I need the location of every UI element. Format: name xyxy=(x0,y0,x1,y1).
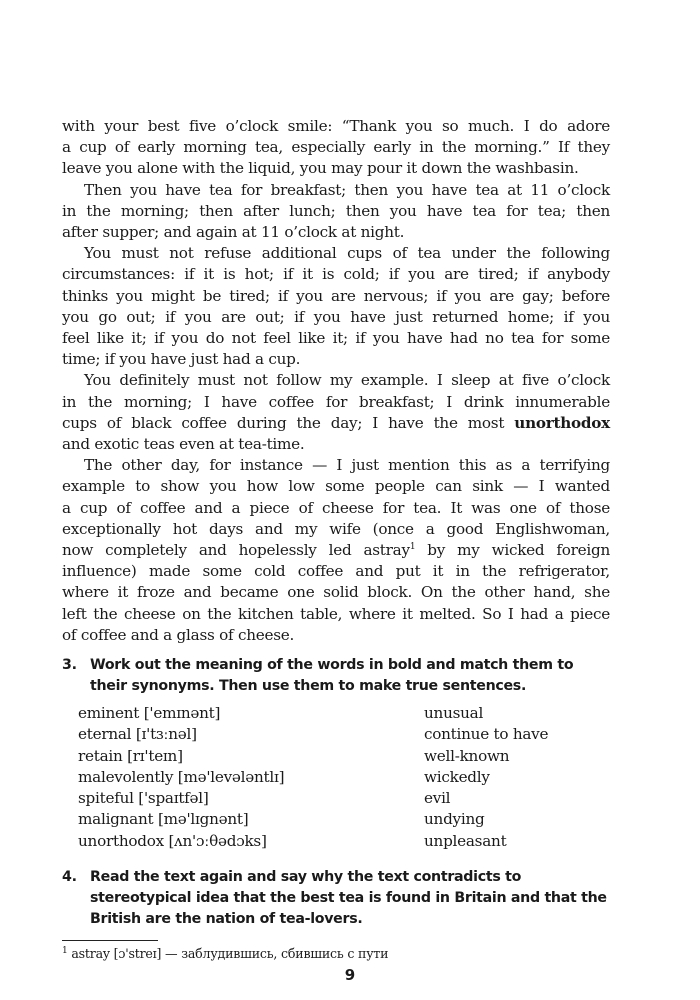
text-line: of coffee and a glass of cheese. xyxy=(62,625,295,644)
vocab-word: malignant [mə'lɪgnənt] xyxy=(78,810,249,829)
footnote-reference: 1 xyxy=(409,542,416,552)
paragraph xyxy=(62,180,610,244)
vocabulary-table xyxy=(78,703,618,852)
text-line: feel like it; if you do not feel like it; if you have had no tea for some xyxy=(62,329,610,348)
text-line: time; if you have just had a cup. xyxy=(62,350,301,369)
text-line: circumstances: if it is hot; if it is cold; if you are tired; if anybody xyxy=(62,265,610,284)
vocab-row xyxy=(78,767,618,788)
paragraph xyxy=(62,455,610,646)
vocab-word: spiteful ['spaɪtfəl] xyxy=(78,789,209,808)
vocab-synonym: unpleasant xyxy=(424,831,507,850)
text-line: The other day, for instance — I just mention this as a terrifying xyxy=(84,456,610,475)
vocab-synonym: unusual xyxy=(424,704,484,722)
text-line: cups of black coffee during the day; I have the most unorthodox xyxy=(62,413,610,432)
text-line: you go out; if you are out; if you have just returned home; if you xyxy=(62,307,610,326)
vocab-word: unorthodox [ʌn'ɔːθədɔks] xyxy=(78,831,267,850)
text-line: a cup of coffee and a piece of cheese for tea. It was one of those xyxy=(62,498,610,517)
footnote-text: astray [ɔ'streɪ] — заблудившись, сбившись с пути xyxy=(71,946,389,961)
vocab-row xyxy=(78,703,618,724)
text-line: influence) made some cold coffee and put it in the refrigerator, xyxy=(62,562,610,581)
text-line: thinks you might be tired; if you are nervous; if you are gay; before xyxy=(62,286,610,305)
text-line: where it froze and became one solid block. On the other hand, she xyxy=(62,583,610,602)
text-line: example to show you how low some people can sink — I wanted xyxy=(62,477,610,496)
text-line: You must not refuse additional cups of tea under the following xyxy=(84,244,610,263)
footnote-mark: 1 xyxy=(62,945,68,956)
text-line: exceptionally hot days and my wife (once a good Englishwoman, xyxy=(62,519,610,538)
text-line: and exotic teas even at tea-time. xyxy=(62,435,305,454)
vocab-synonym: undying xyxy=(424,810,485,829)
vocab-synonym: continue to have xyxy=(424,725,549,744)
bold-word: unorthodox xyxy=(514,413,610,432)
footnote-divider xyxy=(62,940,158,941)
text-line: leave you alone with the liquid, you may pour it down the washbasin. xyxy=(62,159,579,178)
text-line: left the cheese on the kitchen table, where it melted. So I had a piece xyxy=(62,604,610,623)
text-line: in the morning; then after lunch; then you have tea for tea; then xyxy=(62,201,610,220)
paragraph xyxy=(62,116,610,180)
vocab-word: eminent ['emɪnənt] xyxy=(78,704,221,722)
vocab-row xyxy=(78,809,618,830)
paragraph xyxy=(62,370,610,455)
exercise-4 xyxy=(62,867,612,930)
page-number: 9 xyxy=(344,966,356,984)
text-line: with your best five o’clock smile: “Thank you so much. I do adore xyxy=(62,117,610,135)
text-line: You definitely must not follow my example. I sleep at five o’clock xyxy=(84,371,610,390)
text-line: in the morning; I have coffee for breakfast; I drink innumerable xyxy=(62,392,610,411)
vocab-synonym: well-known xyxy=(424,746,510,765)
vocab-row xyxy=(78,746,618,767)
vocab-row xyxy=(78,788,618,809)
text-line: after supper; and again at 11 o’clock at night. xyxy=(62,223,405,242)
reading-text xyxy=(62,116,610,646)
paragraph xyxy=(62,243,610,370)
text-line: a cup of early morning tea, especially early in the morning.” If they xyxy=(62,138,610,157)
vocab-synonym: wickedly xyxy=(424,767,490,786)
exercise-3 xyxy=(62,655,612,697)
vocab-word: eternal [ɪ'tɜːnəl] xyxy=(78,725,197,744)
exercise-number: 4. xyxy=(62,869,77,885)
vocab-row xyxy=(78,831,618,852)
vocab-word: malevolently [mə'levələntlɪ] xyxy=(78,767,285,786)
text-line: now completely and hopelessly led astray$^1$ by my wicked foreign xyxy=(62,541,610,560)
vocab-row xyxy=(78,724,618,745)
vocab-word: retain [rɪ'teɪn] xyxy=(78,746,183,765)
text-line: Then you have tea for breakfast; then you have tea at 11 o’clock xyxy=(84,180,610,199)
footnote xyxy=(62,946,388,961)
exercise-instruction: Work out the meaning of the words in bold and match them to their synonyms. Then use them to make true sentences. xyxy=(90,657,574,694)
exercise-number: 3. xyxy=(62,657,77,673)
vocab-synonym: evil xyxy=(424,789,451,808)
exercise-instruction: Read the text again and say why the text contradicts to stereotypical idea that the best tea is found in Britain and that the British are the nation of tea-lovers. xyxy=(90,869,607,927)
